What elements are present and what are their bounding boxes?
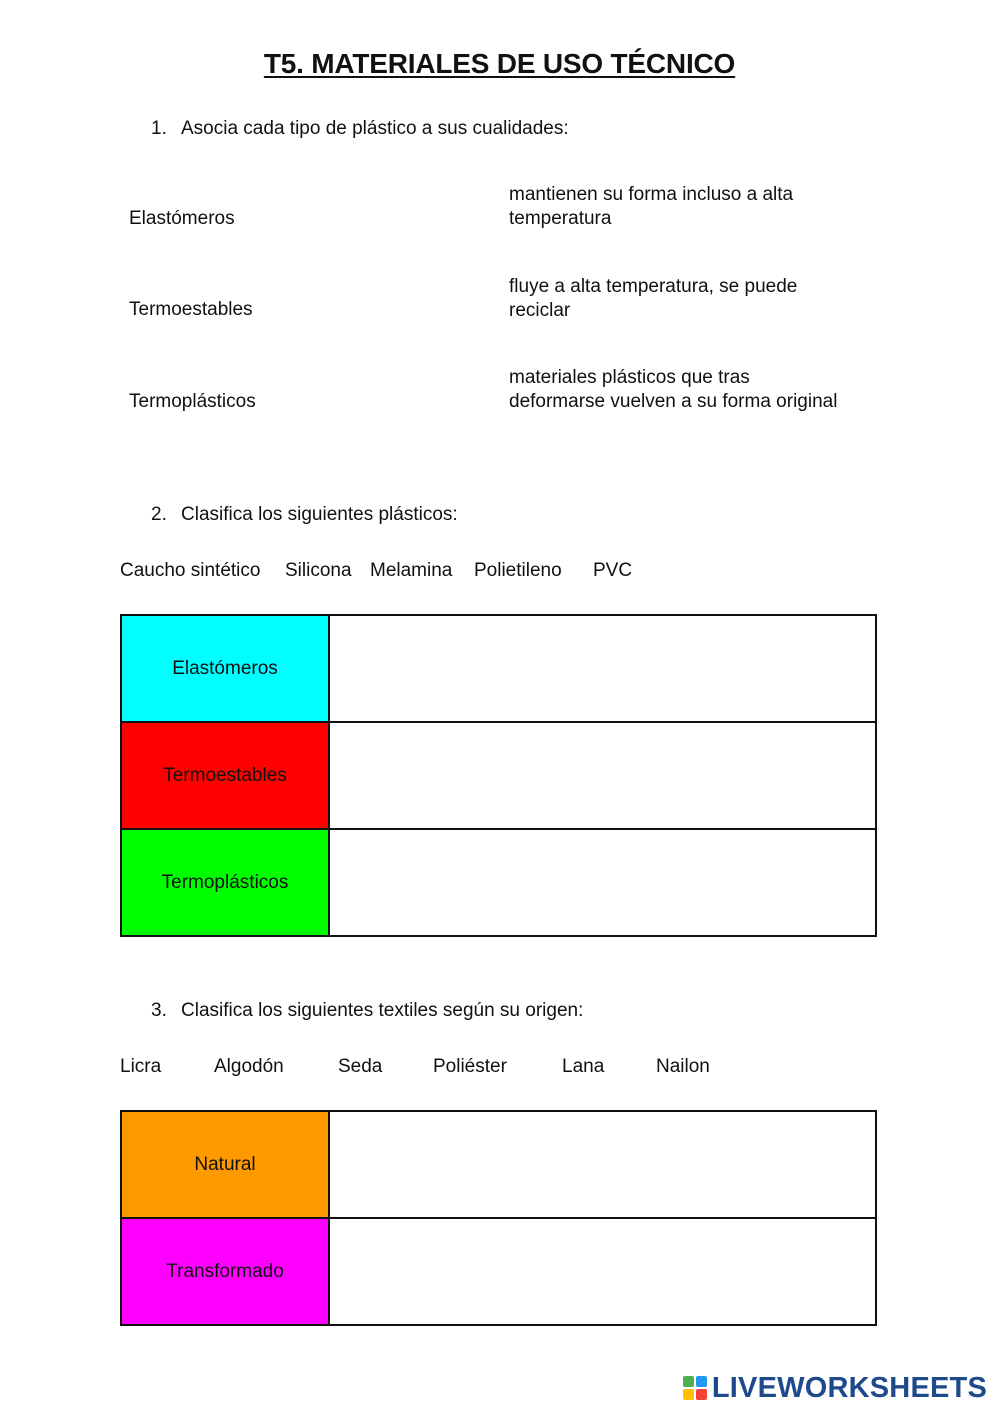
textiles-classification-table: [120, 1110, 877, 1326]
draggable-word[interactable]: Caucho sintético: [120, 560, 261, 581]
question-2: [151, 504, 458, 526]
liveworksheets-logo: [682, 1372, 987, 1404]
match-right-line: fluye a alta temperatura, se puede: [509, 276, 798, 297]
match-right-line: temperatura: [509, 208, 612, 229]
drop-zone[interactable]: [329, 829, 876, 936]
category-cell-termoplasticos: Termoplásticos: [121, 829, 329, 936]
match-right-line: materiales plásticos que tras: [509, 367, 750, 388]
word-bank-plastics: [120, 560, 632, 582]
plastics-classification-table: [120, 614, 877, 937]
draggable-word[interactable]: PVC: [593, 560, 633, 581]
drop-zone[interactable]: [329, 722, 876, 829]
match-right-line: mantienen su forma incluso a alta: [509, 184, 794, 205]
drop-zone[interactable]: [329, 1111, 876, 1218]
draggable-word[interactable]: Licra: [120, 1056, 162, 1077]
draggable-word[interactable]: Seda: [338, 1056, 383, 1077]
match-right-item[interactable]: [509, 183, 793, 231]
question-1: [151, 118, 569, 140]
draggable-word[interactable]: Silicona: [285, 560, 352, 581]
match-left-item[interactable]: Termoestables: [129, 299, 253, 320]
category-cell-natural: Natural: [121, 1111, 329, 1218]
match-left-item[interactable]: Termoplásticos: [129, 391, 256, 412]
logo-text: LIVEWORKSHEETS: [711, 1371, 987, 1404]
draggable-word[interactable]: Lana: [562, 1056, 605, 1077]
question-3: [151, 1000, 583, 1022]
category-cell-transformado: Transformado: [121, 1218, 329, 1325]
question-number: 3.: [151, 1000, 167, 1021]
draggable-word[interactable]: Nailon: [656, 1056, 710, 1077]
drop-zone[interactable]: [329, 1218, 876, 1325]
question-number: 1.: [151, 118, 167, 139]
draggable-word[interactable]: Poliéster: [433, 1056, 507, 1077]
question-prompt: Clasifica los siguientes plásticos:: [181, 504, 458, 525]
match-right-item[interactable]: [509, 366, 837, 414]
category-cell-termoestables: Termoestables: [121, 722, 329, 829]
question-prompt: Clasifica los siguientes textiles según su origen:: [181, 1000, 584, 1021]
question-number: 2.: [151, 504, 167, 525]
draggable-word[interactable]: Algodón: [214, 1056, 284, 1077]
page-title: T5. MATERIALES DE USO TÉCNICO: [263, 48, 736, 79]
drop-zone[interactable]: [329, 615, 876, 722]
word-bank-textiles: [120, 1056, 710, 1078]
match-right-line: reciclar: [509, 300, 571, 321]
match-right-item[interactable]: [509, 275, 797, 323]
liveworksheets-icon: [682, 1375, 708, 1401]
draggable-word[interactable]: Polietileno: [474, 560, 562, 581]
match-left-item[interactable]: Elastómeros: [129, 208, 235, 229]
draggable-word[interactable]: Melamina: [370, 560, 453, 581]
match-right-line: deformarse vuelven a su forma original: [509, 391, 838, 412]
question-prompt: Asocia cada tipo de plástico a sus cualidades:: [181, 118, 569, 139]
category-cell-elastomeros: Elastómeros: [121, 615, 329, 722]
